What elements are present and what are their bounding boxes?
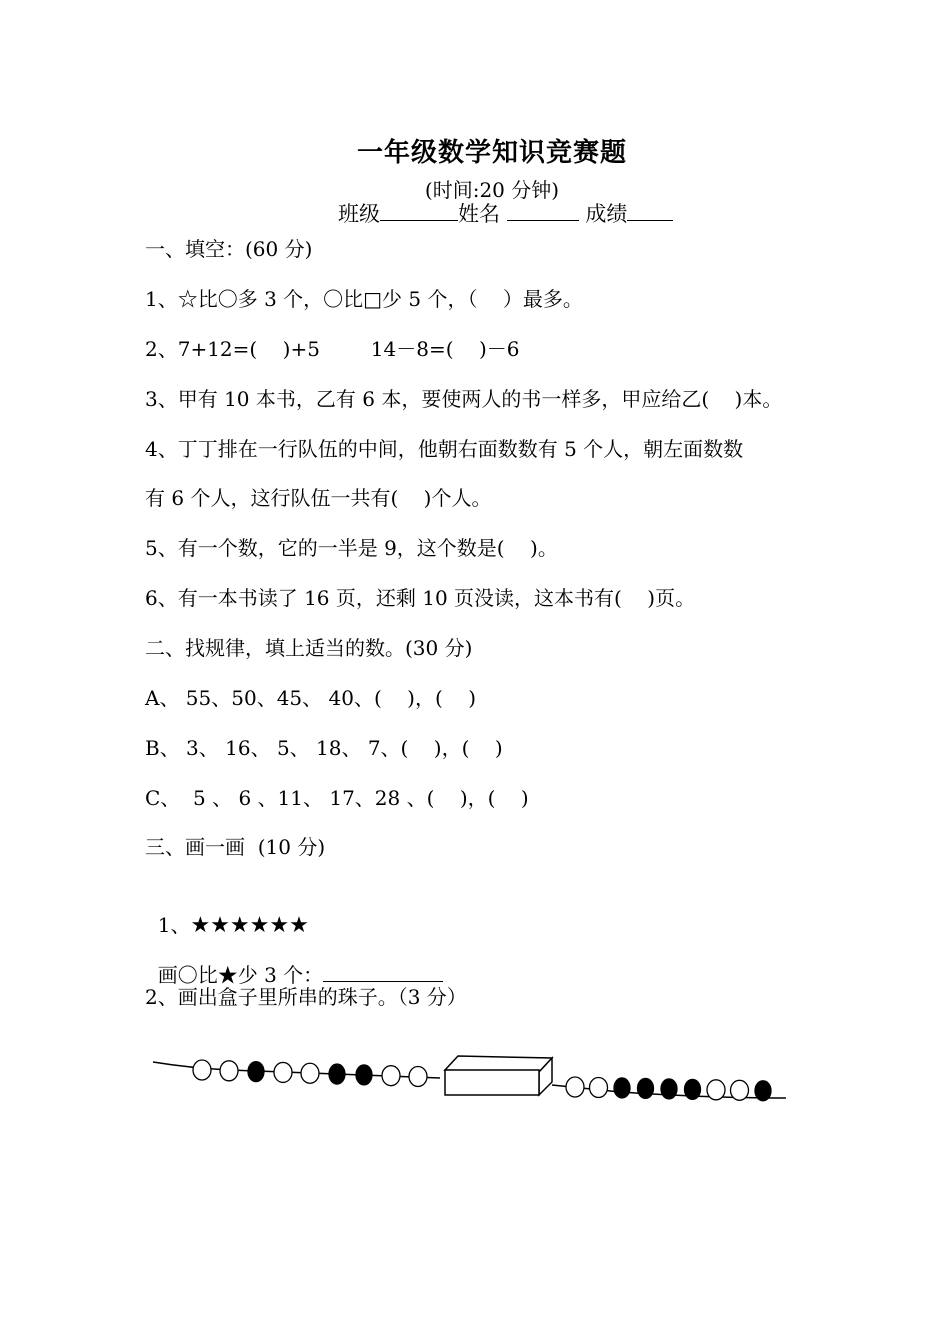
right-beads	[566, 1077, 771, 1101]
left-bead-5-open	[301, 1063, 319, 1083]
name-label: 姓名	[458, 202, 500, 226]
drawing-q1-label: 1、	[157, 913, 191, 937]
pattern-a: A、 55、50、45、 40、( )，( )	[145, 686, 477, 710]
right-bead-4-filled	[638, 1078, 654, 1098]
question-1-5: 5、有一个数，它的一半是 9，这个数是( )。	[145, 536, 558, 560]
right-bead-1-open	[566, 1077, 584, 1097]
left-bead-1-open	[193, 1060, 211, 1080]
right-bead-7-open	[707, 1080, 725, 1100]
pattern-c: C、 5 、 6 、11、 17、28 、( )，( )	[145, 786, 529, 810]
class-blank[interactable]	[380, 202, 458, 221]
section3-heading: 三、画一画 (10 分)	[145, 835, 326, 859]
student-info-line	[338, 198, 673, 228]
section2-heading: 二、找规律，填上适当的数。(30 分)	[145, 636, 473, 660]
bead-string-figure	[150, 1048, 795, 1118]
right-bead-8-open	[731, 1080, 749, 1100]
left-bead-6-filled	[329, 1064, 345, 1084]
exam-title: 一年级数学知识竞赛题	[356, 138, 627, 168]
question-1-2: 2、7+12=( )+5 14－8=( )－6	[145, 337, 520, 361]
drawing-question-1-prompt	[145, 933, 443, 989]
left-bead-2-open	[220, 1061, 238, 1081]
question-1-3: 3、甲有 10 本书，乙有 6 本，要使两人的书一样多，甲应给乙( )本。	[145, 387, 783, 411]
question-1-1: 1、☆比〇多 3 个，〇比□少 5 个，（ ）最多。	[145, 287, 583, 311]
left-bead-7-filled	[356, 1065, 372, 1085]
question-1-4-line1: 4、丁丁排在一行队伍的中间，他朝右面数数有 5 个人，朝左面数数	[145, 437, 744, 461]
pattern-b: B、 3、 16、 5、 18、 7、( )，( )	[145, 736, 503, 760]
exam-time: (时间:20 分钟)	[424, 178, 560, 202]
right-bead-3-filled	[614, 1078, 630, 1098]
class-label: 班级	[338, 202, 380, 226]
question-1-4-line2: 有 6 个人，这行队伍一共有( )个人。	[145, 486, 492, 510]
right-bead-2-open	[590, 1077, 608, 1097]
score-blank[interactable]	[627, 202, 673, 221]
section1-heading: 一、填空：(60 分)	[145, 237, 313, 261]
left-bead-8-open	[382, 1066, 400, 1086]
left-beads	[193, 1060, 427, 1086]
hidden-box	[445, 1056, 552, 1095]
drawing-question-2: 2、画出盒子里所串的珠子。（3 分）	[145, 985, 467, 1009]
question-1-6: 6、有一本书读了 16 页，还剩 10 页没读，这本书有( )页。	[145, 586, 696, 610]
left-bead-4-open	[274, 1062, 292, 1082]
right-bead-6-filled	[685, 1079, 701, 1099]
right-bead-5-filled	[661, 1079, 677, 1099]
name-blank[interactable]	[507, 202, 579, 221]
circle-prompt: 画〇比★少 3 个：	[157, 963, 324, 987]
left-bead-3-filled	[248, 1062, 264, 1082]
stars-row: ★★★★★★	[190, 913, 309, 938]
score-label: 成绩	[585, 202, 628, 226]
drawing-question-1	[145, 883, 309, 940]
circle-answer-blank[interactable]	[323, 963, 443, 982]
right-bead-9-filled	[755, 1081, 771, 1101]
left-bead-9-open	[409, 1066, 427, 1086]
